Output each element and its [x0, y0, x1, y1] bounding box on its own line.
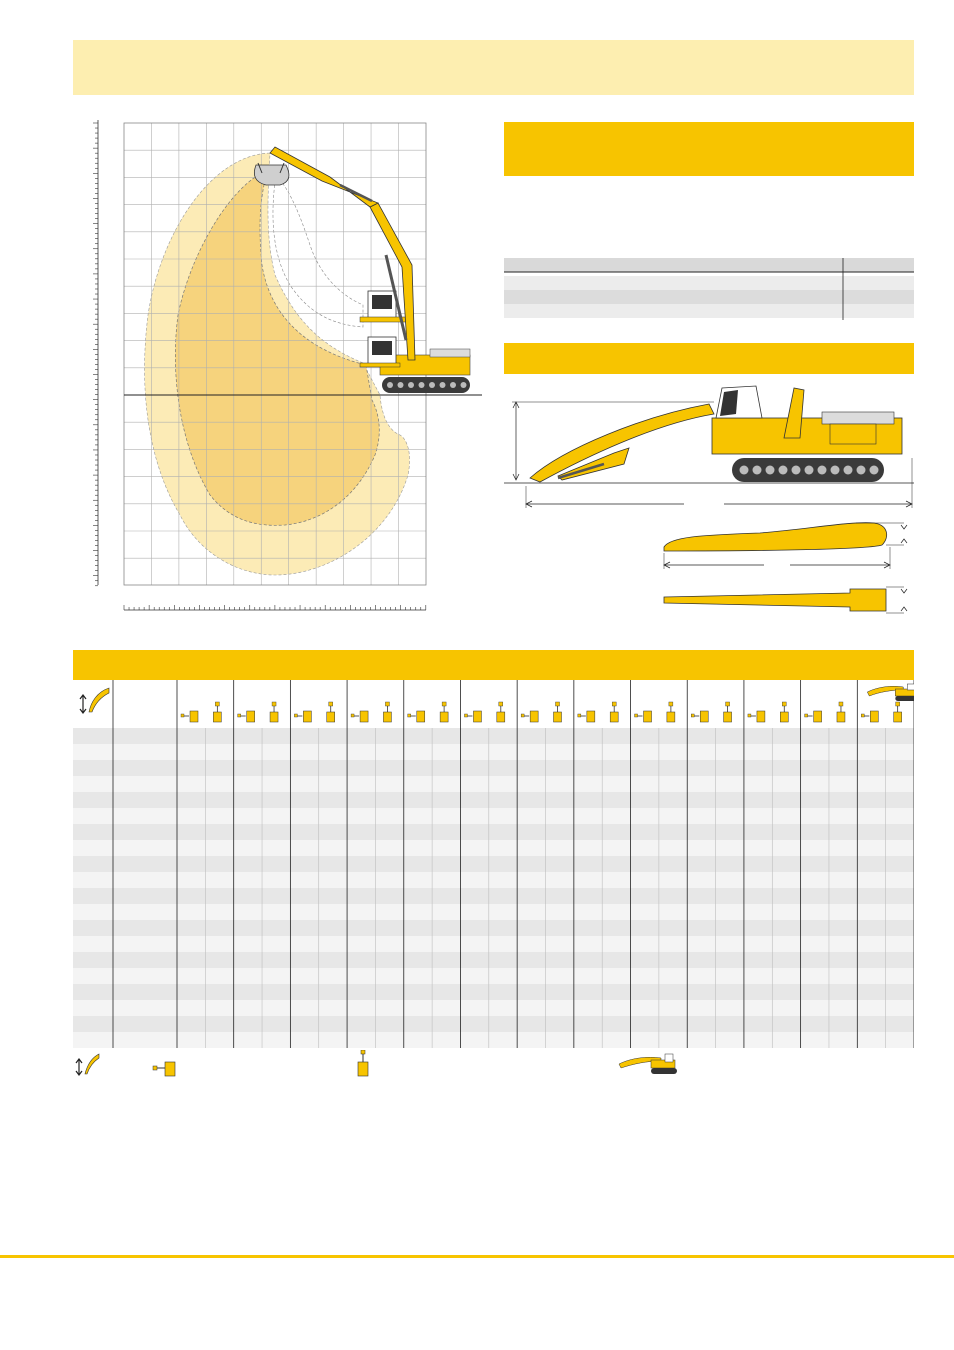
- table-row: [73, 1000, 914, 1016]
- cab-lower-window: [372, 341, 392, 355]
- load-over-front-icon: [748, 711, 765, 722]
- legend: [73, 1050, 914, 1080]
- load-over-front-icon: [181, 711, 198, 722]
- track-roller: [844, 466, 853, 475]
- table-row: [73, 920, 914, 936]
- track-roller: [387, 382, 393, 388]
- track-roller: [440, 382, 446, 388]
- table-row: [73, 872, 914, 888]
- height-with-boom-icon: [80, 688, 109, 713]
- load-over-side-icon: [327, 702, 335, 722]
- load-over-front-icon: [153, 1062, 175, 1076]
- load-over-side-icon: [440, 702, 448, 722]
- table-row: [73, 1032, 914, 1048]
- stick-cylinder: [340, 185, 372, 201]
- table-row: [73, 760, 914, 776]
- load-over-front-icon: [294, 711, 311, 722]
- table-row: [73, 792, 914, 808]
- track-roller: [753, 466, 762, 475]
- load-over-side-icon: [497, 702, 505, 722]
- load-over-front-icon: [578, 711, 595, 722]
- table-row: [73, 856, 914, 872]
- load-over-front-icon: [464, 711, 481, 722]
- track-roller: [419, 382, 425, 388]
- table-row: [73, 968, 914, 984]
- cab-lower-platform: [360, 363, 400, 367]
- table-row: [73, 808, 914, 824]
- spec-row-3: [504, 304, 914, 318]
- engine-cover: [430, 349, 470, 357]
- load-over-side-icon: [358, 1050, 368, 1076]
- load-over-front-icon: [351, 711, 368, 722]
- height-icon: [76, 1054, 99, 1075]
- track-roller: [870, 466, 879, 475]
- load-over-side-icon: [270, 702, 278, 722]
- load-over-front-icon: [861, 711, 878, 722]
- spec-row-2: [504, 290, 914, 304]
- table-row: [73, 984, 914, 1000]
- footer-rule: [0, 1255, 954, 1258]
- table-row: [73, 744, 914, 760]
- load-over-front-icon: [691, 711, 708, 722]
- track-roller: [818, 466, 827, 475]
- track-roller: [805, 466, 814, 475]
- header-band: [73, 40, 914, 95]
- load-over-side-icon: [554, 702, 562, 722]
- stick-height-arrows: [901, 525, 907, 543]
- track-roller: [792, 466, 801, 475]
- table-row: [73, 904, 914, 920]
- table-row: [73, 936, 914, 952]
- engine-door: [830, 424, 876, 444]
- specification-title: [504, 122, 914, 176]
- load-over-side-icon: [610, 702, 618, 722]
- dimensions-title: [504, 343, 914, 374]
- track-roller: [766, 466, 775, 475]
- material-handler-icon: [867, 684, 914, 701]
- track-roller: [408, 382, 414, 388]
- track-roller: [740, 466, 749, 475]
- track-roller: [461, 382, 467, 388]
- table-row: [73, 840, 914, 856]
- load-over-side-icon: [213, 702, 221, 722]
- engine-hood: [822, 412, 894, 424]
- reach-envelope-diagram: [90, 115, 490, 625]
- material-handler-icon: [619, 1054, 677, 1074]
- table-row: [73, 888, 914, 904]
- load-over-front-icon: [805, 711, 822, 722]
- table-row: [73, 728, 914, 744]
- lift-capacity-table: [73, 680, 914, 1048]
- specification-table: [504, 258, 914, 320]
- table-row: [73, 776, 914, 792]
- track-roller: [450, 382, 456, 388]
- spec-table-header: [504, 258, 914, 272]
- load-over-side-icon: [667, 702, 675, 722]
- load-over-side-icon: [724, 702, 732, 722]
- load-over-side-icon: [383, 702, 391, 722]
- transport-stick: [530, 404, 714, 482]
- stick-detail-drawings: [660, 515, 914, 620]
- track-roller: [398, 382, 404, 388]
- track-roller: [857, 466, 866, 475]
- lift-capacity-title: [73, 650, 914, 680]
- load-over-front-icon: [408, 711, 425, 722]
- cab-upper-window: [372, 295, 392, 309]
- stick-top-view: [664, 589, 886, 611]
- table-row: [73, 824, 914, 840]
- load-over-side-icon: [780, 702, 788, 722]
- spec-row-1: [504, 276, 914, 290]
- track-roller: [429, 382, 435, 388]
- stick-side-view: [664, 523, 887, 551]
- load-over-front-icon: [635, 711, 652, 722]
- track-roller: [779, 466, 788, 475]
- stick-width-arrows: [901, 589, 907, 611]
- load-over-side-icon: [894, 702, 902, 722]
- load-over-front-icon: [521, 711, 538, 722]
- load-over-front-icon: [238, 711, 255, 722]
- track-roller: [831, 466, 840, 475]
- table-row: [73, 1016, 914, 1032]
- track-undercarriage: [382, 377, 470, 393]
- boom-foot: [784, 388, 804, 438]
- load-over-side-icon: [837, 702, 845, 722]
- table-row: [73, 952, 914, 968]
